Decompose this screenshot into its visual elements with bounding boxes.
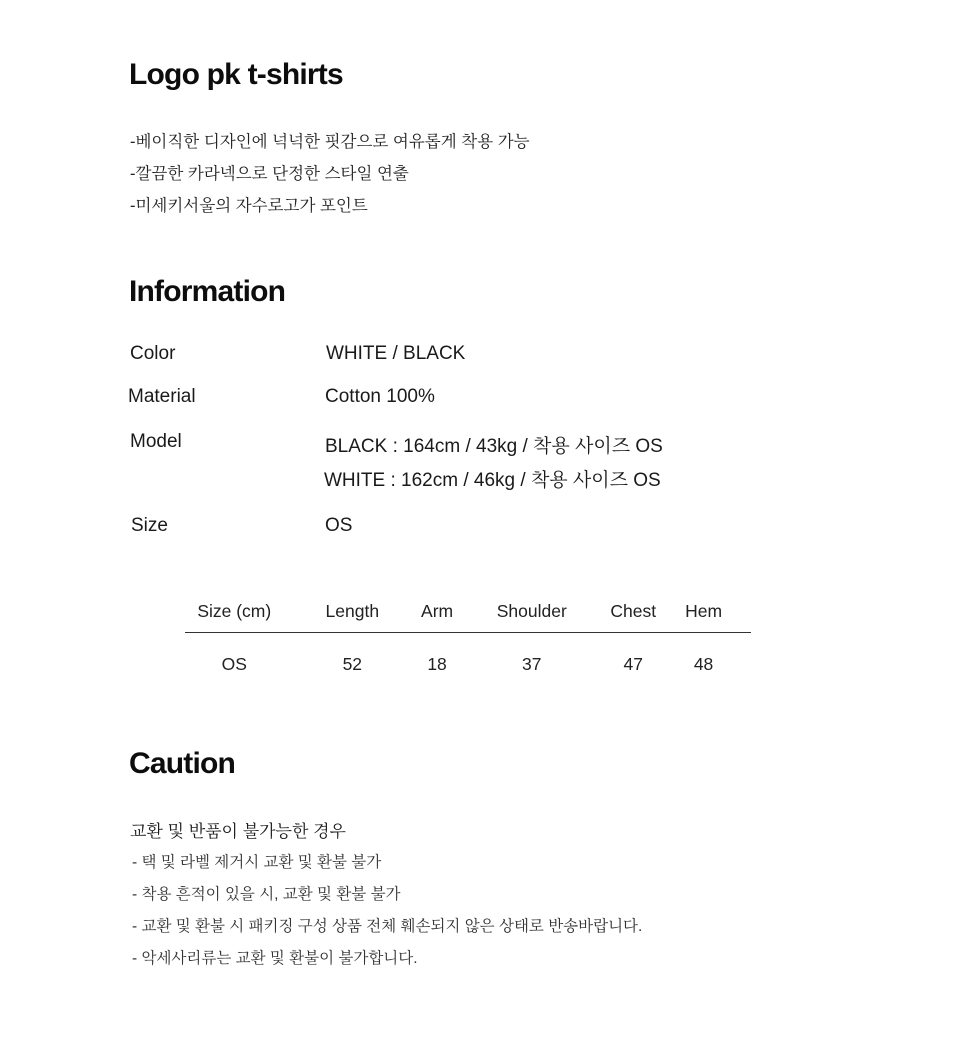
caution-item: - 착용 흔적이 있을 시, 교환 및 환불 불가: [132, 886, 401, 903]
caution-item: - 교환 및 환불 시 패키징 구성 상품 전체 훼손되지 않은 상태로 반송바랍니다.: [132, 918, 643, 935]
size-table-header: Chest: [610, 590, 656, 633]
table-cell: 37: [522, 653, 542, 674]
model-label: Model: [130, 431, 182, 452]
material-value: Cotton 100%: [325, 386, 435, 407]
caution-item: - 택 및 라벨 제거시 교환 및 환불 불가: [132, 854, 382, 871]
caution-title: Caution: [129, 747, 236, 780]
model-value-white: WHITE : 162cm / 46kg / 착용 사이즈 OS: [324, 470, 661, 491]
size-table-header: Arm: [421, 590, 453, 633]
size-table-header: Hem: [656, 590, 751, 633]
color-label: Color: [130, 343, 176, 364]
caution-item: - 악세사리류는 교환 및 환불이 불가합니다.: [132, 950, 418, 967]
size-table: [185, 590, 751, 695]
table-cell: 47: [623, 653, 643, 674]
table-cell: OS: [221, 653, 247, 674]
material-label: Material: [128, 386, 196, 407]
size-table-header: Length: [284, 590, 421, 633]
description-line-2: -깔끔한 카라넥으로 단정한 스타일 연출: [130, 165, 409, 183]
size-table-header: Shoulder: [453, 590, 610, 633]
caution-heading: 교환 및 반품이 불가능한 경우: [130, 822, 346, 841]
table-cell: 48: [693, 653, 714, 674]
description-line-3: -미세키서울의 자수로고가 포인트: [130, 197, 368, 215]
table-row: [185, 633, 751, 696]
table-cell: 18: [427, 653, 447, 674]
information-title: Information: [129, 275, 286, 308]
size-table-header: Size (cm): [185, 590, 284, 633]
color-value: WHITE / BLACK: [326, 343, 466, 364]
size-table-header-row: [185, 590, 751, 633]
size-value: OS: [325, 515, 353, 536]
description-line-1: -베이직한 디자인에 넉넉한 핏감으로 여유롭게 착용 가능: [130, 133, 530, 151]
product-title: Logo pk t-shirts: [129, 58, 343, 91]
model-value-black: BLACK : 164cm / 43kg / 착용 사이즈 OS: [325, 436, 663, 457]
table-cell: 52: [342, 653, 363, 674]
size-label: Size: [131, 515, 168, 536]
